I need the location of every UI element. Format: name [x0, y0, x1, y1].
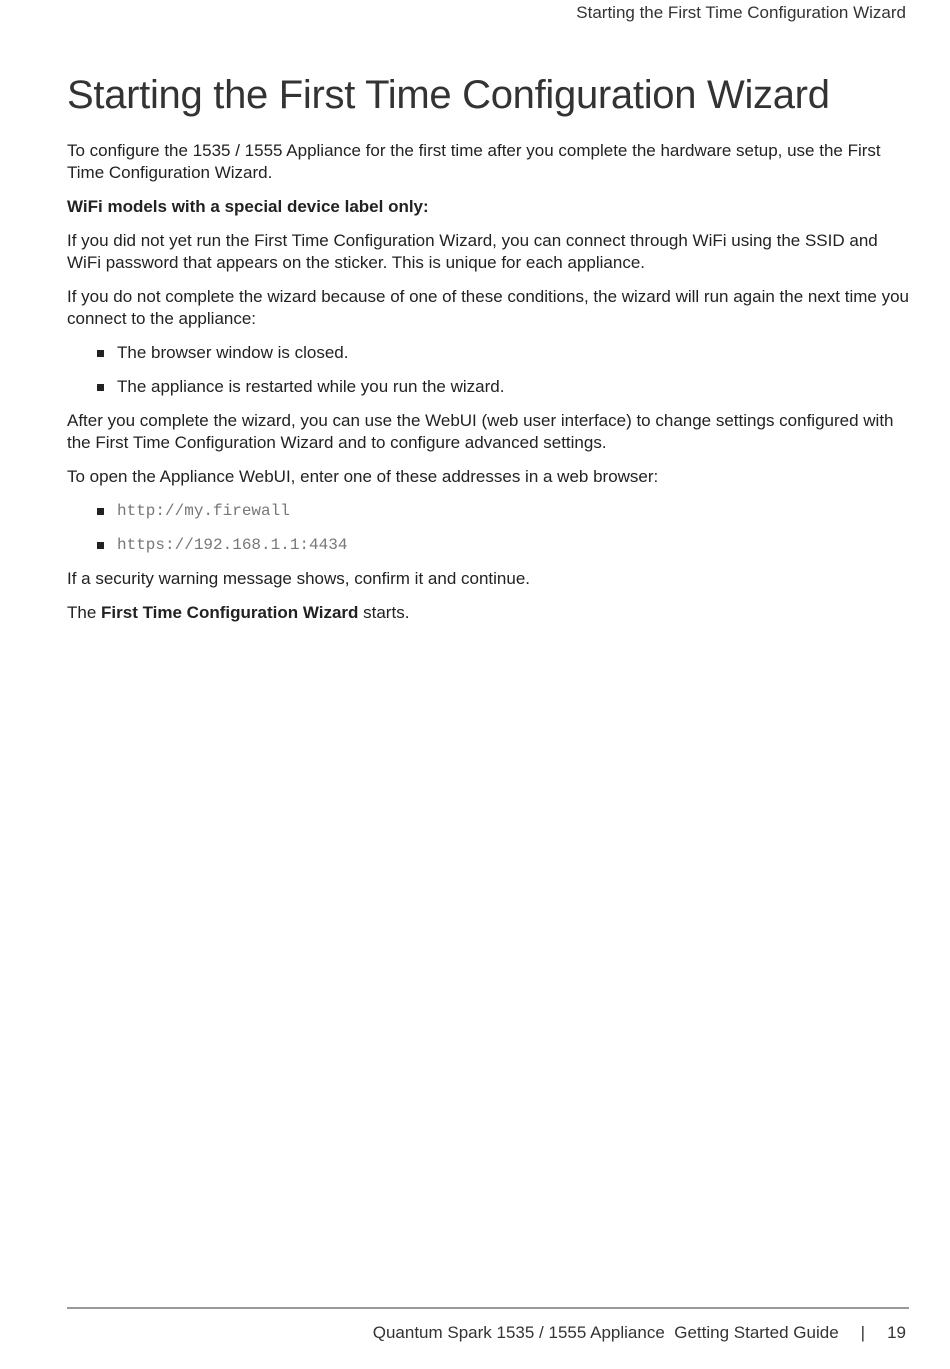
address-text: http://my.firewall: [117, 502, 290, 520]
page-number: 19: [887, 1323, 906, 1342]
page-footer: [373, 1323, 906, 1343]
after-paragraph: After you complete the wizard, you can use the WebUI (web user interface) to change settings configured with the First Time Configuration Wizard and to configure advanced settings.: [67, 411, 894, 452]
list-item-text: The browser window is closed.: [117, 343, 349, 362]
addresses-list: [67, 500, 909, 556]
list-item-text: The appliance is restarted while you run the wizard.: [117, 377, 505, 396]
open-webui-paragraph: To open the Appliance WebUI, enter one of these addresses in a web browser:: [67, 467, 659, 486]
square-bullet-icon: [97, 542, 104, 549]
final-paragraph: [67, 602, 909, 624]
page-content: [67, 72, 909, 636]
conditions-list: [67, 342, 909, 398]
running-header: Starting the First Time Configuration Wizard: [576, 3, 906, 22]
square-bullet-icon: [97, 508, 104, 515]
list-item: [67, 376, 909, 398]
wifi-subheading: WiFi models with a special device label only:: [67, 197, 429, 216]
incomplete-paragraph: If you do not complete the wizard because of one of these conditions, the wizard will run again the next time you connect to the appliance:: [67, 287, 909, 328]
intro-paragraph: To configure the 1535 / 1555 Appliance for the first time after you complete the hardware setup, use the First Time Configuration Wizard.: [67, 141, 881, 182]
address-text: https://192.168.1.1:4434: [117, 536, 348, 554]
footer-guide-title: Quantum Spark 1535 / 1555 Appliance Getting Started Guide: [372, 1323, 839, 1342]
footer-separator: |: [860, 1323, 866, 1342]
final-suffix: starts.: [358, 603, 410, 622]
page-title: Starting the First Time Configuration Wizard: [67, 73, 830, 117]
square-bullet-icon: [97, 350, 104, 357]
list-item: [67, 342, 909, 364]
list-item: [67, 500, 909, 522]
final-prefix: The: [67, 603, 102, 622]
square-bullet-icon: [97, 384, 104, 391]
footer-divider: [67, 1307, 909, 1309]
wifi-paragraph: If you did not yet run the First Time Configuration Wizard, you can connect through WiFi using the SSID and WiFi password that appears on the sticker. This is unique for each appliance.: [67, 231, 878, 272]
list-item: [67, 534, 909, 556]
wizard-name-emphasis: First Time Configuration Wizard: [101, 603, 359, 622]
security-paragraph: If a security warning message shows, confirm it and continue.: [67, 569, 530, 588]
